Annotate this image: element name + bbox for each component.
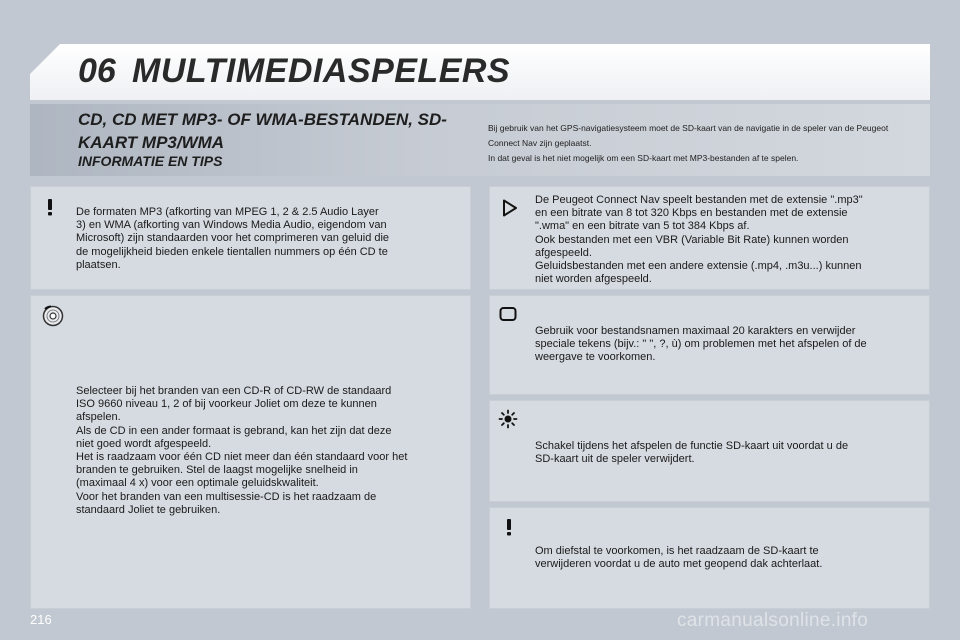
filenames-info-box: [489, 295, 930, 395]
theft-info-box: [489, 507, 930, 609]
burning-info-box: [30, 295, 471, 609]
extensions-text: De Peugeot Connect Nav speelt bestanden met de extensie ".mp3" en een bitrate van 8 tot 320 Kbps en bestanden met de extensie ".wma" en een bitrate van 5 tot 384 Kbps af. Ook bestanden met een VBR (Variable Bit Rate) kunnen worden afgespeeld. Geluidsbestanden met een andere extensie (.mp4, .m3u...) kunnen niet worden afgespeeld.: [535, 194, 863, 286]
filenames-text: Gebruik voor bestandsnamen maximaal 20 karakters en verwijder speciale tekens (bijv.: " ", ?, ù) om problemen met het afspelen of de weergave te voorkomen.: [535, 325, 867, 364]
section-subtitle: INFORMATIE EN TIPS: [78, 153, 223, 169]
cd-icon: [42, 305, 64, 327]
play-icon: [499, 198, 519, 218]
chapter-number: 06: [78, 52, 116, 90]
page-number: 216: [30, 612, 52, 627]
burning-text: Selecteer bij het branden van een CD-R of CD-RW de standaard ISO 9660 niveau 1, 2 of bij voorkeur Joliet om deze te kunnen afspelen. Als de CD in een ander formaat is gebrand, kan het zijn dat deze niet goed wordt afgespeeld. Het is raadzaam voor één CD niet meer dan één standaard voor het branden te gebruiken. Stel de laagst mogelijke snelheid in (maximaal 4 x) voor een optimale geluidskwaliteit. Voor het branden van een multisessie-CD is het raadzaam de standaard Joliet te gebruiken.: [76, 385, 408, 516]
formats-text: De formaten MP3 (afkorting van MPEG 1, 2 & 2.5 Audio Layer 3) en WMA (afkorting van Windows Media Audio, eigendom van Microsoft) zijn standaarden voor het comprimeren van geluid die de mogelijkheid bieden enkele tientallen nummers op één CD te plaatsen.: [76, 206, 390, 271]
section-title: CD, CD MET MP3- OF WMA-BESTANDEN, SD-KAART MP3/WMA: [78, 110, 447, 152]
watermark: carmanualsonline.info: [677, 610, 869, 631]
chapter-title: MULTIMEDIASPELERS: [132, 52, 511, 90]
exclamation-icon: [499, 517, 519, 537]
sdcard-text: Schakel tijdens het afspelen de functie SD-kaart uit voordat u de SD-kaart uit de speler verwijdert.: [535, 440, 849, 466]
theft-text: Om diefstal te voorkomen, is het raadzaam de SD-kaart te verwijderen voordat u de auto met geopend dak achterlaat.: [535, 545, 823, 571]
rounded-square-icon: [498, 304, 518, 324]
intro-note: Bij gebruik van het GPS-navigatiesysteem moet de SD-kaart van de navigatie in de speler van de Peugeot Connect Nav zijn geplaatst. In dat geval is het niet mogelijk om een SD-kaart met MP3-bestanden af te spelen.: [488, 123, 889, 163]
formats-info-box: [30, 186, 471, 290]
exclamation-icon: [40, 197, 60, 217]
extensions-info-box: [489, 186, 930, 290]
sdcard-info-box: [489, 400, 930, 502]
sun-icon: [498, 409, 518, 429]
